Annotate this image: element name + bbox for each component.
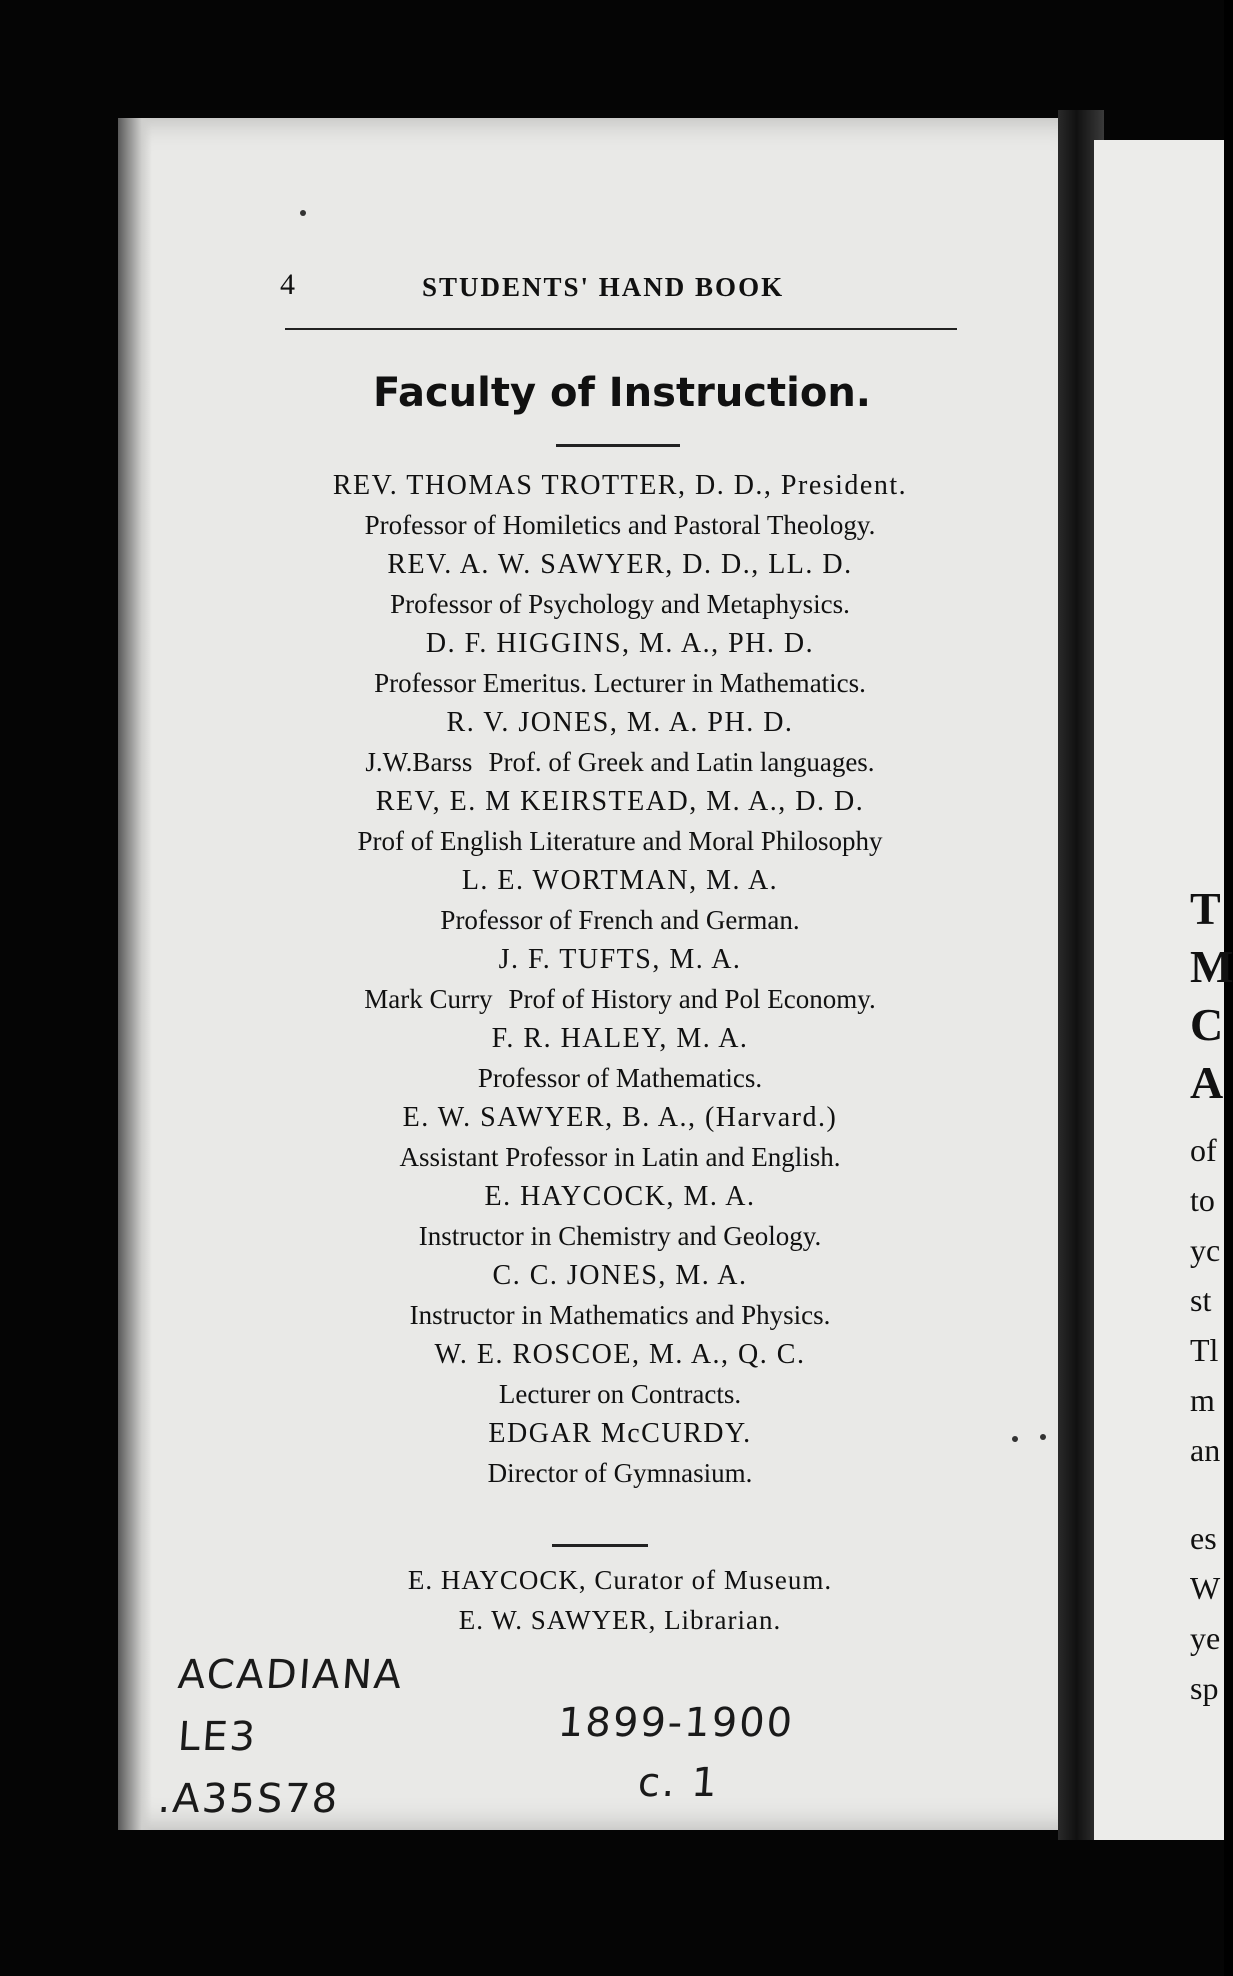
faculty-role: Director of Gymnasium.: [487, 1458, 753, 1488]
faculty-name: F. R. HALEY, M. A.: [491, 1023, 749, 1054]
right-fragment: an: [1190, 1432, 1221, 1468]
right-fragment: of: [1190, 1132, 1217, 1168]
right-fragment: m: [1190, 1382, 1215, 1418]
right-fragment: es: [1190, 1520, 1217, 1556]
faculty-name: E. HAYCOCK, M. A.: [484, 1181, 756, 1212]
section-divider: [552, 1544, 648, 1547]
faculty-entry: [270, 782, 970, 861]
faculty-list: [270, 466, 970, 1493]
faculty-role-text: Prof of History and Pol Economy.: [508, 984, 876, 1014]
faculty-role-prefix: J.W.Barss: [365, 747, 473, 777]
faculty-role: Professor of Psychology and Metaphysics.: [390, 589, 850, 619]
right-fragment: T: [1190, 883, 1221, 934]
title-divider: [556, 444, 680, 447]
faculty-role: Professor of French and German.: [440, 905, 800, 935]
right-fragment: yc: [1190, 1232, 1221, 1268]
handwritten-copy: c. 1: [636, 1760, 721, 1806]
faculty-name: EDGAR McCURDY.: [488, 1418, 752, 1449]
faculty-name: E. W. SAWYER, B. A., (Harvard.): [402, 1102, 838, 1133]
faculty-name: W. E. ROSCOE, M. A., Q. C.: [434, 1339, 806, 1370]
faculty-role: Professor of Homiletics and Pastoral Theology.: [364, 510, 876, 540]
faculty-entry: [270, 703, 970, 782]
right-fragment: ye: [1190, 1620, 1221, 1656]
faculty-role: Professor Emeritus. Lecturer in Mathematics.: [374, 668, 866, 698]
faculty-role: [270, 979, 970, 1019]
faculty-entry: [270, 466, 970, 545]
faculty-role-text: Prof. of Greek and Latin languages.: [488, 747, 875, 777]
faculty-role: Instructor in Chemistry and Geology.: [418, 1221, 822, 1251]
faculty-entry: [270, 545, 970, 624]
faculty-entry: [270, 1335, 970, 1414]
dust-speck: [300, 210, 306, 216]
right-fragment: sp: [1190, 1670, 1219, 1706]
footer-officers: [270, 1560, 970, 1640]
faculty-name: REV. A. W. SAWYER, D. D., LL. D.: [387, 549, 853, 580]
header-rule: [285, 328, 957, 330]
right-fragment: A: [1190, 1057, 1224, 1108]
right-fragment: M: [1190, 941, 1233, 992]
faculty-name: C. C. JONES, M. A.: [492, 1260, 748, 1291]
right-fragment: Tl: [1190, 1332, 1219, 1368]
faculty-name: J. F. TUFTS, M. A.: [498, 944, 742, 975]
dust-speck: [1012, 1436, 1018, 1442]
page-title: Faculty of Instruction.: [373, 370, 871, 416]
faculty-role: Lecturer on Contracts.: [498, 1379, 742, 1409]
faculty-name: D. F. HIGGINS, M. A., PH. D.: [425, 628, 815, 659]
faculty-entry: [270, 861, 970, 940]
page-number: 4: [280, 268, 295, 301]
handwritten-call-number-2: .A35S78: [156, 1776, 341, 1822]
faculty-entry: [270, 940, 970, 1019]
right-fragment: st: [1190, 1282, 1212, 1318]
faculty-name: REV. THOMAS TROTTER, D. D., President.: [332, 470, 908, 501]
running-head: STUDENTS' HAND BOOK: [422, 272, 785, 302]
handwritten-years: 1899-1900: [556, 1700, 796, 1746]
faculty-entry: [270, 1256, 970, 1335]
faculty-name: L. E. WORTMAN, M. A.: [461, 865, 779, 896]
faculty-role: Professor of Mathematics.: [477, 1063, 763, 1093]
curator-line: E. HAYCOCK, Curator of Museum.: [407, 1565, 833, 1595]
faculty-role-prefix: Mark Curry: [364, 984, 493, 1014]
right-fragment: W: [1190, 1570, 1221, 1606]
faculty-name: REV, E. M KEIRSTEAD, M. A., D. D.: [375, 786, 865, 817]
handwritten-collection: ACADIANA: [176, 1652, 405, 1698]
faculty-entry: [270, 1019, 970, 1098]
faculty-name: R. V. JONES, M. A. PH. D.: [446, 707, 794, 738]
faculty-entry: [270, 1414, 970, 1493]
dust-speck: [1040, 1434, 1046, 1440]
faculty-role: Assistant Professor in Latin and English.: [399, 1142, 841, 1172]
right-fragment: to: [1190, 1182, 1215, 1218]
handwritten-call-number-1: LE3: [176, 1714, 259, 1760]
librarian-line: E. W. SAWYER, Librarian.: [458, 1605, 782, 1635]
faculty-entry: [270, 624, 970, 703]
faculty-role: Prof of English Literature and Moral Philosophy: [357, 826, 883, 856]
right-fragment: C: [1190, 999, 1224, 1050]
faculty-entry: [270, 1177, 970, 1256]
faculty-role: Instructor in Mathematics and Physics.: [409, 1300, 831, 1330]
faculty-role: [270, 742, 970, 782]
faculty-entry: [270, 1098, 970, 1177]
